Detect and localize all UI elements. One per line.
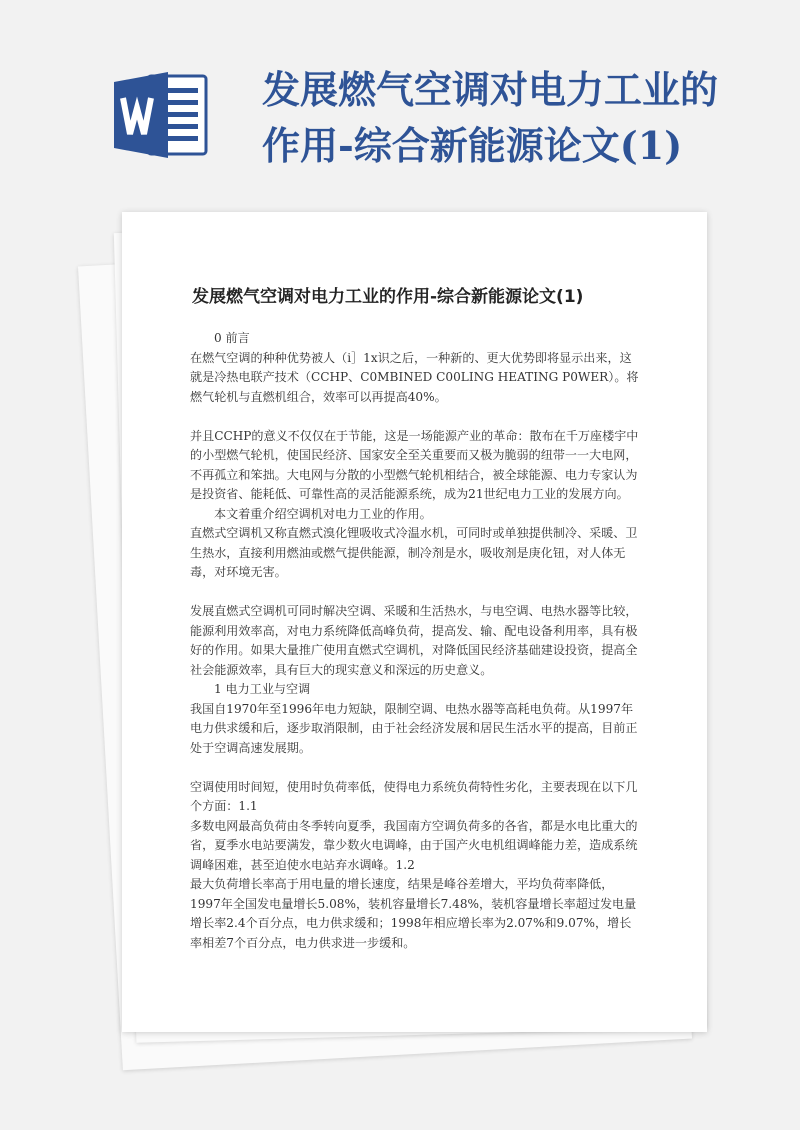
paragraph: 并且CCHP的意义不仅仅在于节能，这是一场能源产业的革命：散布在千万座楼宇中的小型燃气轮机，使国民经济、国家安全至关重要而又极为脆弱的纽带一一大电网，不再孤立和笨拙。大电网与分散的小型燃气轮机相结合，被全球能源、电力专家认为是投资省、能耗低、可靠性高的灵活能源系统，成为21世纪电力工业的发展方向。 [190, 428, 639, 501]
paragraph: 空调使用时间短，使用时负荷率低，使得电力系统负荷特性劣化，主要表现在以下几个方面：1.1 [190, 779, 638, 813]
document-page [122, 212, 707, 1032]
paragraph: 0 前言 [214, 331, 250, 345]
document-body [190, 329, 640, 953]
paragraph: 多数电网最高负荷由冬季转向夏季，我国南方空调负荷多的各省，都是水电比重大的省，夏季水电站要满发，靠少数火电调峰，由于国产火电机组调峰能力差，造成系统调峰困难，甚至迫使水电站弃水调峰。1.2 [190, 818, 638, 872]
page-title: 发展燃气空调对电力工业的作用-综合新能源论文(1) [262, 67, 719, 168]
paragraph: 在燃气空调的种种优势被人（i］1x识之后，一种新的、更大优势即将显示出来，这就是冷热电联产技术（CCHP、C0MBINED C00LING HEATING P0WER）。将燃气轮机与直燃机组合，效率可以再提高40%。 [190, 350, 639, 404]
paragraph: 我国自1970年至1996年电力短缺，限制空调、电热水器等高耗电负荷。从1997年电力供求缓和后，逐步取消限制，由于社会经济发展和居民生活水平的提高，目前正处于空调高速发展期。 [190, 701, 638, 755]
paragraph: 最大负荷增长率高于用电量的增长速度，结果是峰谷差增大，平均负荷率降低，1997年全国发电量增长5.08%，装机容量增长7.48%，装机容量增长率超过发电量增长率2.4个百分点，电力供求缓和；1998年相应增长率为2.07%和9.07%，增长率相差7个百分点，电力供求进一步缓和。 [190, 877, 637, 950]
paragraph: 发展直燃式空调机可同时解决空调、采暖和生活热水，与电空调、电热水器等比较，能源利用效率高，对电力系统降低高峰负荷，提高发、输、配电设备利用率，具有极好的作用。如果大量推广使用直燃式空调机，对降低国民经济基础建设投资，提高全社会能源效率，具有巨大的现实意义和深远的历史意义。 [190, 604, 638, 677]
paragraph: 直燃式空调机又称直燃式溴化锂吸收式冷温水机，可同时或单独提供制冷、采暖、卫生热水，直接利用燃油或燃气提供能源，制冷剂是水，吸收剂是庚化钮，对人体无毒，对环境无害。 [190, 526, 638, 579]
document-title: 发展燃气空调对电力工业的作用-综合新能源论文(1) [192, 287, 584, 307]
paragraph: 1 电力工业与空调 [214, 682, 311, 696]
paragraph: 本文着重介绍空调机对电力工业的作用。 [214, 506, 432, 521]
